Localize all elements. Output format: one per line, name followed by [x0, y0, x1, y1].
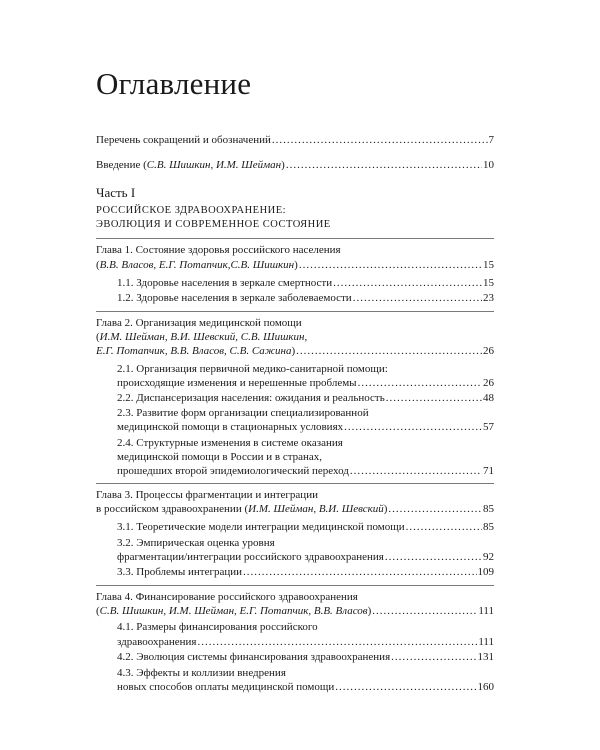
- page-number: 26: [483, 345, 494, 357]
- chapter-1-authors[interactable]: (В.В. Власов, Е.Г. Потапчик,С.В. Шишкин) ..... 15: [96, 258, 494, 272]
- section-4-3-line1[interactable]: 4.3. Эффекты и коллизии внедрения: [117, 667, 286, 679]
- section-3-1[interactable]: 3.1. Теоретические модели интеграции медицинской помощи ..... 85: [117, 520, 494, 534]
- divider: [96, 238, 494, 239]
- page-number: 92: [483, 551, 494, 563]
- chapter-3-title[interactable]: Глава 3. Процессы фрагментации и интеграции: [96, 489, 318, 501]
- part-label: Часть I: [96, 185, 136, 200]
- divider: [96, 483, 494, 484]
- chapter-1-title[interactable]: Глава 1. Состояние здоровья российского населения: [96, 244, 341, 256]
- part-title-line1: РОССИЙСКОЕ ЗДРАВООХРАНЕНИЕ:: [96, 205, 287, 216]
- chapter-2-authors-line1[interactable]: (И.М. Шейман, В.И. Шевский, С.В. Шишкин,: [96, 331, 308, 343]
- page-number: 160: [477, 681, 494, 693]
- section-4-1-line1[interactable]: 4.1. Размеры финансирования российского: [117, 621, 318, 633]
- page-number: 57: [483, 421, 494, 433]
- page-number: 48: [483, 392, 494, 404]
- page-number: 85: [483, 503, 494, 515]
- page-number: 26: [483, 377, 494, 389]
- page-number: 85: [483, 521, 494, 533]
- section-4-3[interactable]: новых способов оплаты медицинской помощи ..... 160: [117, 680, 494, 694]
- divider: [96, 585, 494, 586]
- section-3-2-line1[interactable]: 3.2. Эмпирическая оценка уровня: [117, 537, 275, 549]
- section-2-4-line2[interactable]: медицинской помощи в России и в странах,: [117, 451, 323, 463]
- section-2-4-line1[interactable]: 2.4. Структурные изменения в системе оказания: [117, 437, 343, 449]
- section-2-4[interactable]: прошедших второй эпидемиологический переход ..... 71: [117, 464, 494, 478]
- page-number: 15: [483, 277, 494, 289]
- section-2-2[interactable]: 2.2. Диспансеризация населения: ожидания и реальность ..... 48: [117, 391, 494, 405]
- page-number: 10: [483, 159, 494, 171]
- section-2-3[interactable]: медицинской помощи в стационарных условиях ..... 57: [117, 420, 494, 434]
- chapter-4-title[interactable]: Глава 4. Финансирование российского здравоохранения: [96, 591, 358, 603]
- page-number: 109: [477, 566, 494, 578]
- divider: [96, 311, 494, 312]
- chapter-2-authors-line2[interactable]: Е.Г. Потапчик, В.В. Власов, С.В. Сажина) ..... 26: [96, 344, 494, 358]
- chapter-2-title[interactable]: Глава 2. Организация медицинской помощи: [96, 317, 302, 329]
- section-3-3[interactable]: 3.3. Проблемы интеграции ..... 109: [117, 565, 494, 579]
- part-title-line2: ЭВОЛЮЦИЯ И СОВРЕМЕННОЕ СОСТОЯНИЕ: [96, 219, 331, 230]
- section-4-2[interactable]: 4.2. Эволюция системы финансирования здравоохранения ..... 131: [117, 650, 494, 664]
- section-2-3-line1[interactable]: 2.3. Развитие форм организации специализированной: [117, 407, 369, 419]
- section-4-1[interactable]: здравоохранения ..... 111: [117, 635, 494, 649]
- page-number: 131: [477, 651, 494, 663]
- page-number: 23: [483, 292, 494, 304]
- page-number: 71: [483, 465, 494, 477]
- chapter-3-authors[interactable]: в российском здравоохранении (И.М. Шейман, В.И. Шевский) ..... 85: [96, 502, 494, 516]
- page-title: Оглавление: [96, 66, 252, 101]
- section-3-2[interactable]: фрагментации/интеграции российского здравоохранения ..... 92: [117, 550, 494, 564]
- chapter-4-authors[interactable]: (С.В. Шишкин, И.М. Шейман, Е.Г. Потапчик, В.В. Власов) ..... 111: [96, 604, 494, 618]
- toc-entry-introduction[interactable]: Введение (С.В. Шишкин, И.М. Шейман) ..... 10: [96, 158, 494, 172]
- page-number: 111: [478, 636, 494, 648]
- section-2-1-line1[interactable]: 2.1. Организация первичной медико-санитарной помощи:: [117, 363, 388, 375]
- toc-entry-abbreviations[interactable]: Перечень сокращений и обозначений ..... 7: [96, 133, 494, 147]
- section-2-1[interactable]: происходящие изменения и нерешенные проблемы ..... 26: [117, 376, 494, 390]
- page-number: 111: [478, 605, 494, 617]
- page-number: 15: [483, 259, 494, 271]
- section-1-1[interactable]: 1.1. Здоровье населения в зеркале смертности ..... 15: [117, 276, 494, 290]
- section-1-2[interactable]: 1.2. Здоровье населения в зеркале заболеваемости ..... 23: [117, 291, 494, 305]
- page-number: 7: [488, 134, 494, 146]
